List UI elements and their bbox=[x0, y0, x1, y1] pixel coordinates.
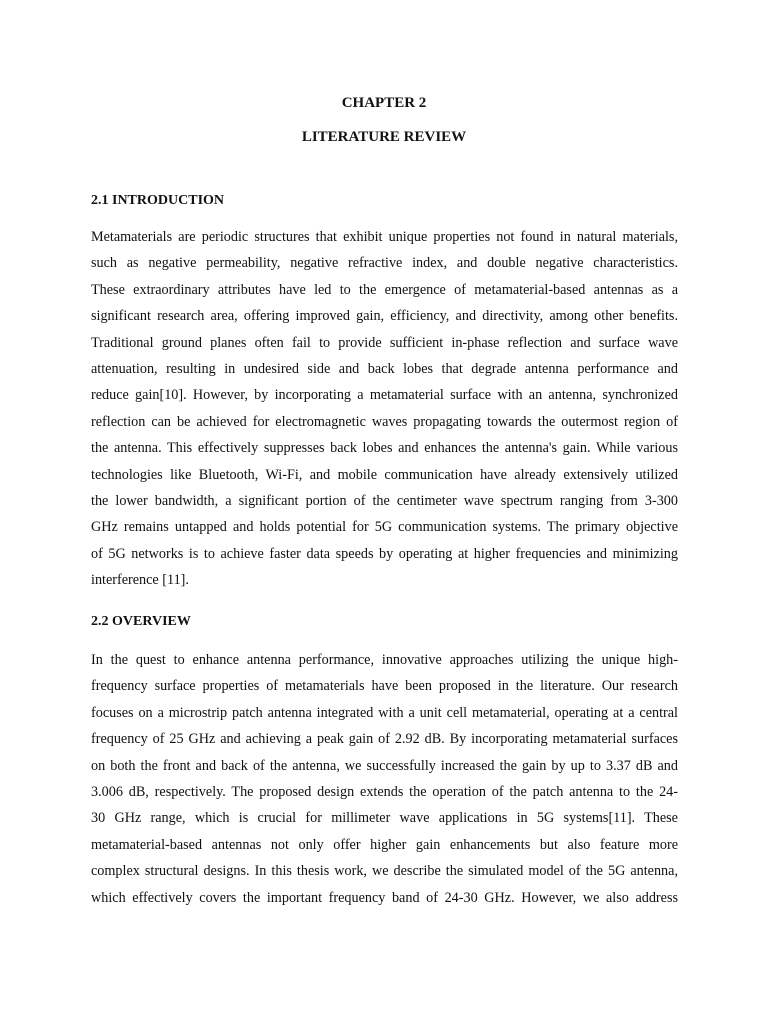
paragraph-line: reflection can be achieved for electromagnetic waves propagating towards the outermost region of bbox=[91, 413, 678, 430]
paragraph-line: technologies like Bluetooth, Wi-Fi, and mobile communication have already extensively utilized bbox=[91, 466, 678, 483]
paragraph-line: frequency of 25 GHz and achieving a peak gain of 2.92 dB. By incorporating metamaterial surfaces bbox=[91, 731, 678, 748]
paragraph-line: attenuation, resulting in undesired side and back lobes that degrade antenna performance and bbox=[91, 360, 678, 377]
paragraph-line: In the quest to enhance antenna performance, innovative approaches utilizing the unique high- bbox=[91, 652, 678, 668]
overview-paragraph bbox=[91, 647, 678, 911]
paragraph-line: complex structural designs. In this thesis work, we describe the simulated model of the 5G antenna, bbox=[91, 863, 678, 880]
paragraph-line: focuses on a microstrip patch antenna integrated with a unit cell metamaterial, operating at a central bbox=[91, 704, 678, 721]
paragraph-line: 30 GHz range, which is crucial for millimeter wave applications in 5G systems[11]. These bbox=[91, 810, 678, 827]
section-heading-overview: 2.2 OVERVIEW bbox=[91, 614, 191, 629]
paragraph-line: on both the front and back of the antenna, we successfully increased the gain by up to 3.37 dB and bbox=[91, 757, 678, 774]
paragraph-line: metamaterial-based antennas not only offer higher gain enhancements but also feature more bbox=[91, 836, 678, 853]
paragraph-line: Traditional ground planes often fail to provide sufficient in-phase reflection and surface wave bbox=[91, 334, 678, 351]
paragraph-line: the antenna. This effectively suppresses back lobes and enhances the antenna's gain. While various bbox=[91, 440, 678, 457]
paragraph-line: These extraordinary attributes have led to the emergence of metamaterial-based antennas as a bbox=[91, 281, 678, 298]
paragraph-line: such as negative permeability, negative refractive index, and double negative characteristics. bbox=[91, 255, 678, 272]
paragraph-line: GHz remains untapped and holds potential for 5G communication systems. The primary objective bbox=[91, 519, 678, 536]
paragraph-line: the lower bandwidth, a significant portion of the centimeter wave spectrum ranging from 3-300 bbox=[91, 492, 678, 509]
chapter-title: LITERATURE REVIEW bbox=[301, 129, 467, 145]
paragraph-line: reduce gain[10]. However, by incorporating a metamaterial surface with an antenna, synchronized bbox=[91, 387, 678, 404]
paragraph-line: Metamaterials are periodic structures that exhibit unique properties not found in natural materials, bbox=[91, 229, 678, 245]
paragraph-line: of 5G networks is to achieve faster data speeds by operating at higher frequencies and minimizing bbox=[91, 545, 678, 562]
paragraph-line: 3.006 dB, respectively. The proposed design extends the operation of the patch antenna to the 24- bbox=[91, 783, 678, 800]
paragraph-line: significant research area, offering improved gain, efficiency, and directivity, among other benefits. bbox=[91, 308, 678, 325]
chapter-number: CHAPTER 2 bbox=[341, 95, 427, 111]
paragraph-line: frequency surface properties of metamaterials have been proposed in the literature. Our research bbox=[91, 678, 678, 695]
paragraph-line: interference [11]. bbox=[91, 572, 189, 589]
section-heading-introduction: 2.1 INTRODUCTION bbox=[91, 193, 225, 208]
paragraph-line: which effectively covers the important frequency band of 24-30 GHz. However, we also address bbox=[91, 889, 678, 906]
introduction-paragraph bbox=[91, 224, 678, 593]
